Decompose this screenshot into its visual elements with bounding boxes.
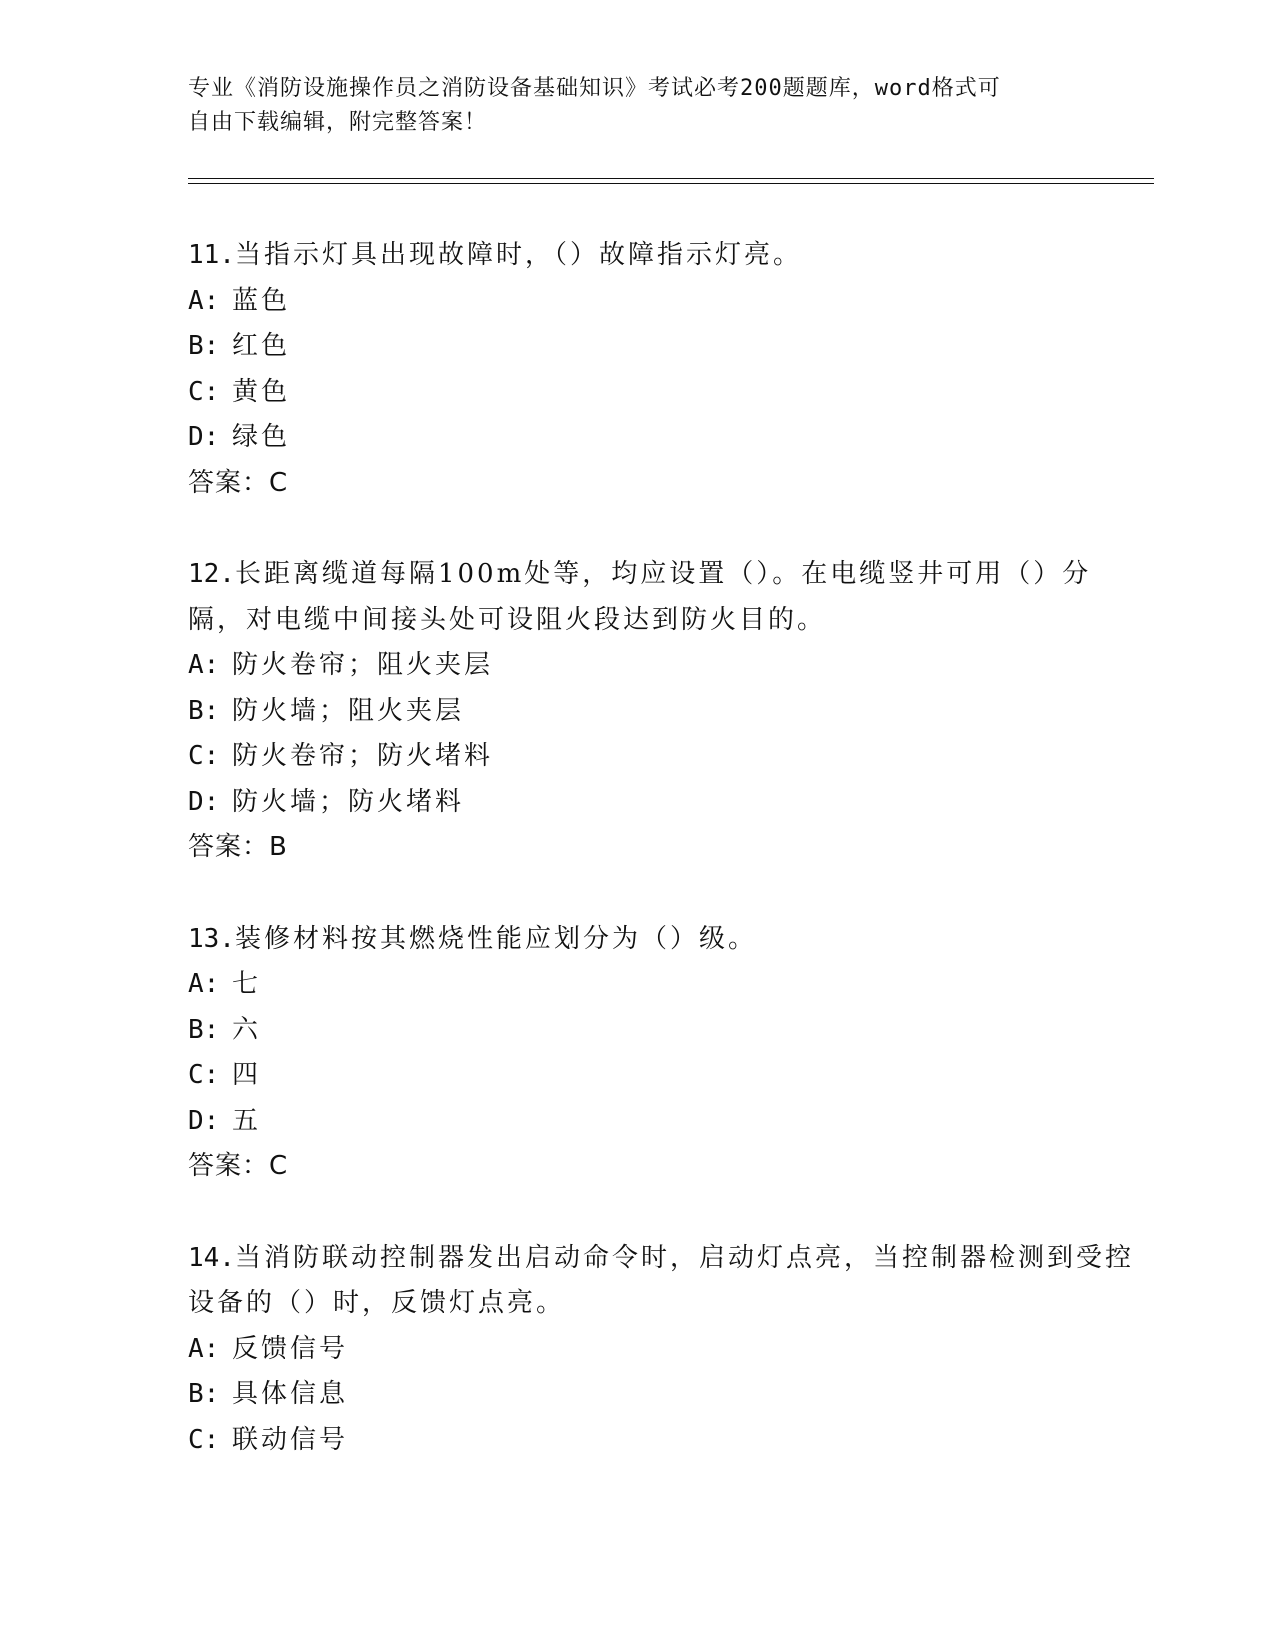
question-text	[188, 1236, 1148, 1327]
option-letter: C:	[188, 1060, 220, 1090]
option-text: 红色	[232, 331, 291, 361]
header-divider-top	[188, 178, 1154, 179]
option-letter: D:	[188, 786, 220, 817]
question-list	[188, 233, 1148, 1509]
question-stem: 当消防联动控制器发出启动命令时，启动灯点亮，当控制器检测到受控设备的（）时，反馈灯点亮。	[188, 1242, 1134, 1318]
option-letter: A:	[188, 1333, 220, 1364]
option-letter: A:	[188, 969, 220, 999]
option-text: 四	[232, 1060, 262, 1090]
option-text: 防火墙；防火堵料	[232, 786, 465, 817]
question-number: 14.	[188, 1242, 235, 1273]
question-12	[188, 552, 1148, 871]
answer-line: 答案：C	[188, 467, 289, 498]
option-letter: D:	[188, 422, 220, 452]
option-text: 七	[232, 969, 262, 999]
option-text: 防火墙；阻火夹层	[232, 695, 465, 726]
option-text: 具体信息	[232, 1379, 349, 1409]
option-letter: B:	[188, 1379, 220, 1409]
option-letter: B:	[188, 1014, 220, 1045]
option-letter: B:	[188, 331, 220, 361]
question-text	[188, 552, 1148, 643]
question-stem: 装修材料按其燃烧性能应划分为（）级。	[234, 923, 757, 954]
header-line-1: 专业《消防设施操作员之消防设备基础知识》考试必考200题题库，word格式可	[188, 76, 1001, 101]
option-b	[188, 689, 1148, 735]
option-d	[188, 1099, 1148, 1145]
question-14	[188, 1236, 1148, 1464]
document-header	[188, 72, 1088, 140]
option-letter: B:	[188, 695, 220, 726]
option-text: 蓝色	[232, 285, 291, 316]
option-letter: A:	[188, 650, 220, 680]
option-text: 黄色	[232, 376, 291, 407]
option-b	[188, 324, 1148, 370]
option-text: 防火卷帘；防火堵料	[232, 741, 494, 771]
option-text: 五	[232, 1105, 262, 1136]
header-line-2: 自由下载编辑，附完整答案！	[188, 110, 488, 135]
question-number: 12.	[188, 559, 235, 589]
option-c	[188, 734, 1148, 780]
option-letter: C:	[188, 376, 220, 407]
answer-line: 答案：C	[188, 1151, 289, 1181]
question-text	[188, 233, 1148, 279]
option-text: 防火卷帘；阻火夹层	[232, 650, 494, 680]
question-13	[188, 917, 1148, 1190]
option-d	[188, 415, 1148, 461]
header-divider-bottom	[188, 183, 1154, 184]
question-text	[188, 917, 1148, 963]
option-a	[188, 279, 1148, 325]
question-11	[188, 233, 1148, 506]
option-letter: C:	[188, 1424, 220, 1455]
question-number: 11.	[188, 240, 235, 270]
answer-line: 答案：B	[188, 832, 288, 862]
option-text: 反馈信号	[232, 1333, 349, 1364]
option-text: 六	[232, 1014, 262, 1045]
option-c	[188, 370, 1148, 416]
option-b	[188, 1372, 1148, 1418]
option-b	[188, 1008, 1148, 1054]
option-c	[188, 1418, 1148, 1464]
option-a	[188, 1327, 1148, 1373]
option-text: 绿色	[232, 422, 291, 452]
option-d	[188, 780, 1148, 826]
question-stem: 当指示灯具出现故障时，（）故障指示灯亮。	[234, 240, 802, 270]
question-stem: 长距离缆道每隔100m处等，均应设置（）。在电缆竖井可用（）分隔，对电缆中间接头处可设阻火段达到防火目的。	[188, 559, 1092, 635]
option-letter: D:	[188, 1105, 220, 1136]
option-letter: C:	[188, 741, 220, 771]
option-a	[188, 962, 1148, 1008]
option-c	[188, 1053, 1148, 1099]
option-a	[188, 643, 1148, 689]
option-text: 联动信号	[232, 1424, 349, 1455]
option-letter: A:	[188, 285, 220, 316]
question-number: 13.	[188, 923, 235, 954]
